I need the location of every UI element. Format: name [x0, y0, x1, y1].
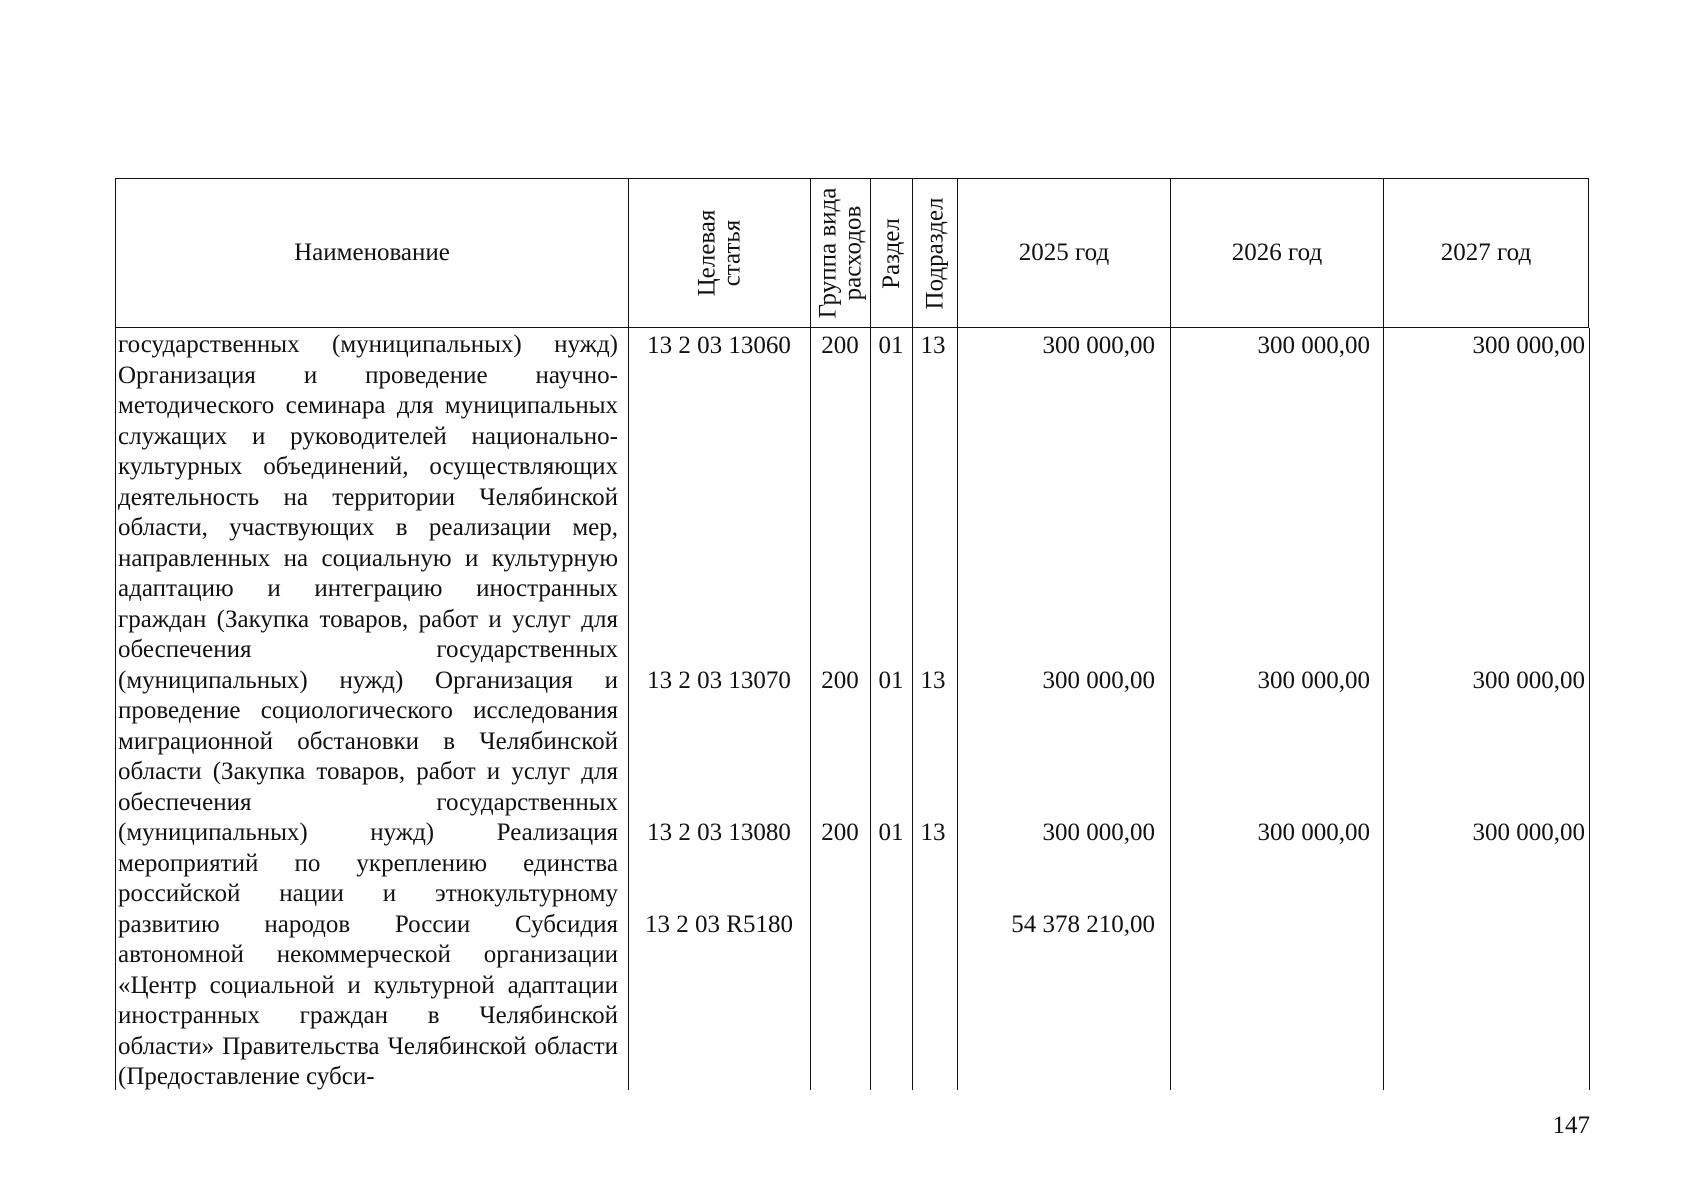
- header-expense-group-line1: Группа вида: [814, 187, 842, 319]
- row-1-section: 01: [878, 332, 904, 359]
- header-2027: [1383, 178, 1589, 328]
- row-3-subsection: 13: [920, 819, 946, 846]
- row-1-2026: 300 000,00: [1257, 332, 1370, 359]
- row-4-target-article: 13 2 03 R5180: [645, 911, 793, 938]
- header-2026: [1170, 178, 1383, 328]
- row-2-2027: 300 000,00: [1472, 667, 1585, 694]
- row-1-expense-group: 200: [821, 332, 859, 359]
- header-target-article: [628, 178, 810, 328]
- header-target-article-line1: Целевая: [693, 209, 721, 297]
- header-2026-label: 2026 год: [1231, 239, 1323, 266]
- row-1-2025: 300 000,00: [1042, 332, 1155, 359]
- header-target-article-line2: статья: [718, 219, 746, 287]
- row-1-2027: 300 000,00: [1472, 332, 1585, 359]
- header-2025: [957, 178, 1170, 328]
- row-2-2026: 300 000,00: [1257, 667, 1370, 694]
- row-3-expense-group: 200: [821, 819, 859, 846]
- row-3-2026: 300 000,00: [1257, 819, 1370, 846]
- column-line: [810, 328, 811, 1090]
- header-name: [115, 178, 628, 328]
- row-3-section: 01: [878, 819, 904, 846]
- page-number: 147: [1552, 1112, 1590, 1139]
- column-line: [912, 328, 913, 1090]
- row-2-target-article: 13 2 03 13070: [647, 667, 791, 694]
- row-2-2025: 300 000,00: [1042, 667, 1155, 694]
- header-expense-group-label: [816, 188, 866, 319]
- row-3-2025: 300 000,00: [1042, 819, 1155, 846]
- column-line: [1383, 328, 1384, 1090]
- header-name-label: Наименование: [294, 239, 450, 266]
- row-1-target-article: 13 2 03 13060: [647, 332, 791, 359]
- header-expense-group: [810, 178, 870, 328]
- row-2-subsection: 13: [920, 667, 946, 694]
- header-subsection-label: Подраздел: [921, 197, 949, 309]
- header-expense-group-line2: расходов: [839, 205, 867, 301]
- column-line: [115, 328, 116, 1090]
- column-line: [628, 328, 629, 1090]
- column-line: [1589, 328, 1590, 1090]
- column-line: [870, 328, 871, 1090]
- header-2025-label: 2025 год: [1018, 239, 1110, 266]
- column-line: [957, 328, 958, 1090]
- header-target-article-label: [694, 210, 744, 297]
- row-3-target-article: 13 2 03 13080: [647, 819, 791, 846]
- header-2027-label: 2027 год: [1440, 239, 1532, 266]
- column-line: [1170, 328, 1171, 1090]
- header-section-label: Раздел: [878, 217, 905, 289]
- row-names-text: государственных (муниципальных) нужд) Организация и проведение научно-методического семинара для муниципальных служащих и руководителей национально-культурных объединений, осуществляющих деятельность на территории Челябинской области, участвующих в реализации мер, направленных на социальную и культурную адаптацию и интеграцию иностранных граждан (Закупка товаров, работ и услуг для обеспечения государственных (муниципальных) нужд) Организация и проведение социологического исследования миграционной обстановки в Челябинской области (Закупка товаров, работ и услуг для обеспечения государственных (муниципальных) нужд) Реализация мероприятий по укреплению единства российской нации и этнокультурному развитию народов России Субсидия автономной некоммерческой организации «Центр социальной и культурной адаптации иностранных граждан в Челябинской области» Правительства Челябинской области (Предоставление субси-: [118, 331, 618, 1090]
- row-2-section: 01: [878, 667, 904, 694]
- header-subsection: [912, 178, 957, 328]
- row-3-2027: 300 000,00: [1472, 819, 1585, 846]
- row-4-2025: 54 378 210,00: [1011, 911, 1155, 938]
- budget-table: [115, 178, 1589, 1090]
- header-section: [870, 178, 912, 328]
- row-1-subsection: 13: [920, 332, 946, 359]
- row-2-expense-group: 200: [821, 667, 859, 694]
